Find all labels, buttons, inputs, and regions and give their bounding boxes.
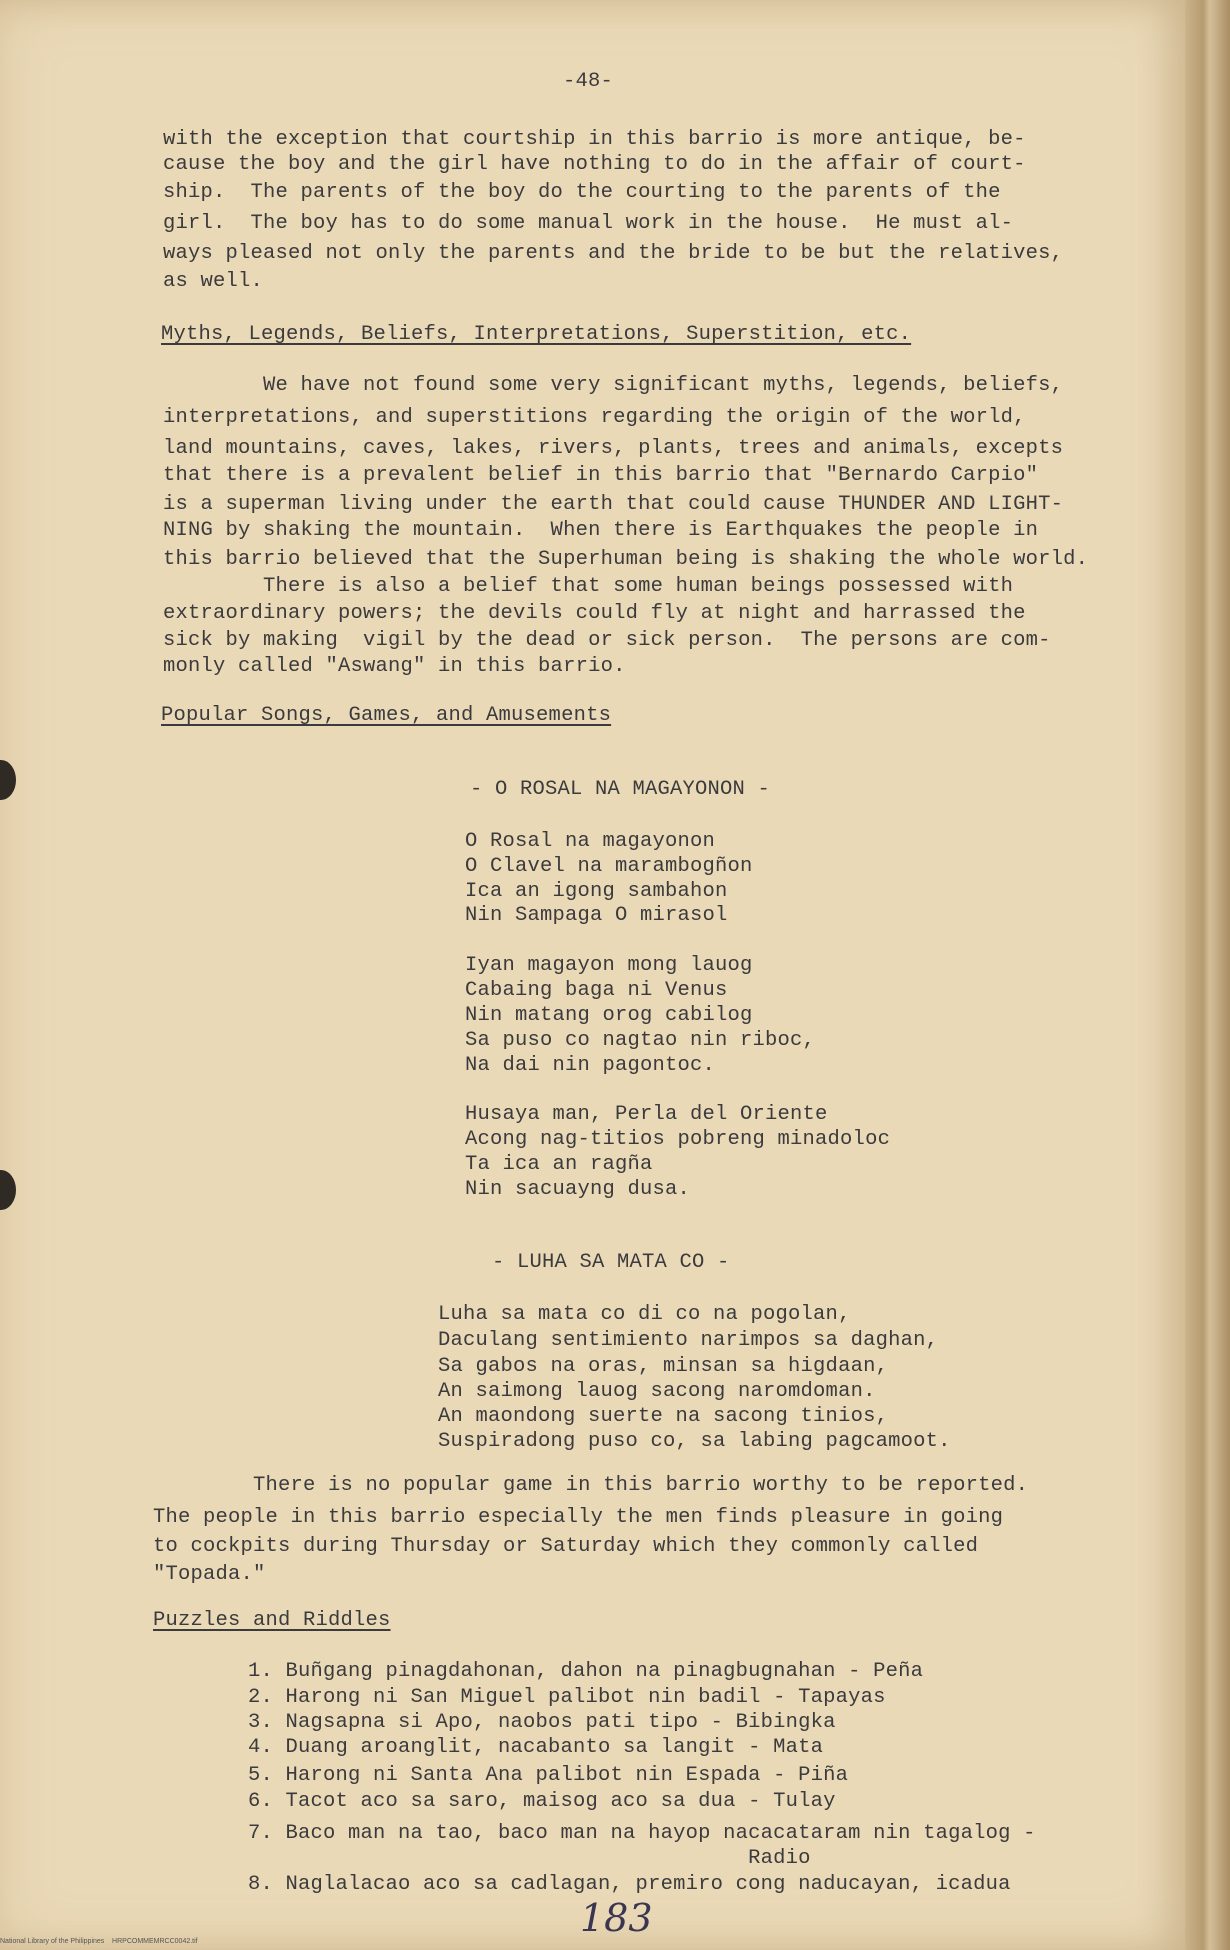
text-line: land mountains, caves, lakes, rivers, plants, trees and animals, excepts [163, 437, 1064, 460]
song-title: - LUHA SA MATA CO - [492, 1251, 730, 1274]
song-line: O Clavel na marambogñon [465, 855, 753, 878]
page-number: -48- [563, 70, 614, 93]
riddle-item: 8. Naglalacao aco sa cadlagan, premiro cong naducayan, icadua [248, 1873, 1011, 1896]
handwritten-page-number: 183 [580, 1896, 653, 1940]
text-line: There is also a belief that some human beings possessed with [163, 575, 1014, 598]
song-line: Ta ica an ragña [465, 1153, 653, 1176]
section-heading-riddles: Puzzles and Riddles [153, 1609, 391, 1632]
text-line: The people in this barrio especially the men finds pleasure in going [153, 1506, 1004, 1529]
riddle-item: 3. Nagsapna si Apo, naobos pati tipo - Bibingka [248, 1711, 836, 1734]
text-line: as well. [163, 270, 264, 293]
text-line: monly called "Aswang" in this barrio. [163, 655, 626, 678]
song-line: Daculang sentimiento narimpos sa daghan, [438, 1329, 939, 1352]
binder-hole [0, 760, 16, 800]
song-line: Sa gabos na oras, minsan sa higdaan, [438, 1355, 889, 1378]
text-line: to cockpits during Thursday or Saturday which they commonly called [153, 1535, 979, 1558]
text-line: is a superman living under the earth that could cause THUNDER AND LIGHT- [163, 493, 1064, 516]
text-line: ways pleased not only the parents and the bride to be but the relatives, [163, 242, 1064, 265]
text-line: "Topada." [153, 1563, 266, 1586]
song-line: Cabaing baga ni Venus [465, 979, 728, 1002]
text-line: There is no popular game in this barrio worthy to be reported. [153, 1474, 1029, 1497]
song-line: O Rosal na magayonon [465, 830, 716, 853]
riddle-item: 6. Tacot aco sa saro, maisog aco sa dua - Tulay [248, 1790, 836, 1813]
song-line: Suspiradong puso co, sa labing pagcamoot. [438, 1430, 951, 1453]
song-line: An saimong lauog sacong naromdoman. [438, 1380, 876, 1403]
text-line: cause the boy and the girl have nothing to do in the affair of court- [163, 153, 1026, 176]
text-line: interpretations, and superstitions regarding the origin of the world, [163, 406, 1026, 429]
text-line: sick by making vigil by the dead or sick person. The persons are com- [163, 629, 1051, 652]
song-line: Na dai nin pagontoc. [465, 1054, 716, 1077]
section-heading-myths: Myths, Legends, Beliefs, Interpretations, Superstition, etc. [161, 323, 912, 346]
song-line: Nin matang orog cabilog [465, 1004, 753, 1027]
song-line: Ica an igong sambahon [465, 880, 728, 903]
text-line: this barrio believed that the Superhuman being is shaking the whole world. [163, 548, 1089, 571]
section-heading-songs: Popular Songs, Games, and Amusements [161, 704, 612, 727]
song-line: Nin sacuayng dusa. [465, 1178, 691, 1201]
riddle-item: 4. Duang aroanglit, nacabanto sa langit - Mata [248, 1736, 824, 1759]
riddle-item: Radio [248, 1847, 811, 1870]
text-line: NING by shaking the mountain. When there is Earthquakes the people in [163, 519, 1039, 542]
song-line: Husaya man, Perla del Oriente [465, 1103, 828, 1126]
riddle-item: 2. Harong ni San Miguel palibot nin badil - Tapayas [248, 1686, 886, 1709]
text-line: ship. The parents of the boy do the courting to the parents of the [163, 181, 1001, 204]
text-line: extraordinary powers; the devils could fly at night and harrassed the [163, 602, 1026, 625]
song-line: Acong nag-titios pobreng minadoloc [465, 1128, 891, 1151]
text-line: that there is a prevalent belief in this barrio that "Bernardo Carpio" [163, 464, 1039, 487]
song-line: An maondong suerte na sacong tinios, [438, 1405, 889, 1428]
archive-footer: National Library of the Philippines HRPCOMMEMRCC0042.tif [0, 1938, 198, 1945]
song-line: Luha sa mata co di co na pogolan, [438, 1303, 851, 1326]
riddle-item: 7. Baco man na tao, baco man na hayop nacacataram nin tagalog - [248, 1822, 1036, 1845]
binder-hole [0, 1170, 16, 1210]
text-line: with the exception that courtship in this barrio is more antique, be- [163, 128, 1026, 151]
song-line: Nin Sampaga O mirasol [465, 904, 728, 927]
text-line: girl. The boy has to do some manual work in the house. He must al- [163, 212, 1014, 235]
song-line: Iyan magayon mong lauog [465, 954, 753, 977]
song-line: Sa puso co nagtao nin riboc, [465, 1029, 816, 1052]
page-edge [1185, 0, 1230, 1950]
riddle-item: 5. Harong ni Santa Ana palibot nin Espada - Piña [248, 1764, 849, 1787]
song-title: - O ROSAL NA MAGAYONON - [470, 778, 771, 801]
text-line: We have not found some very significant myths, legends, beliefs, [163, 374, 1064, 397]
riddle-item: 1. Buñgang pinagdahonan, dahon na pinagbugnahan - Peña [248, 1660, 924, 1683]
